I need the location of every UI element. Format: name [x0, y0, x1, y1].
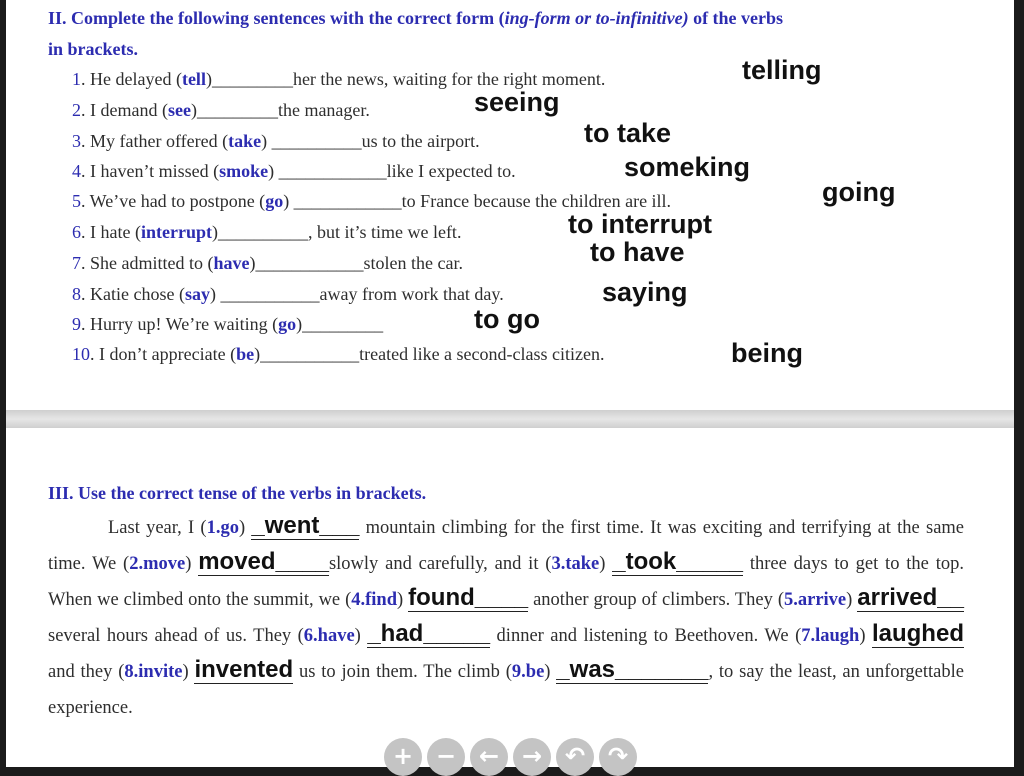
para-text: ): [182, 662, 195, 682]
para-text: ): [238, 518, 252, 538]
para-text: mountain climbing for the first time. It was exciting and terrifying at the same time. We (: [48, 518, 965, 574]
item-number: 9: [72, 314, 81, 334]
page-separator: [6, 410, 1014, 428]
para-text: , to say the least, an unforgettable experience.: [48, 662, 964, 718]
rotate-left-button[interactable]: ↶: [556, 738, 594, 776]
item-verb: smoke: [219, 161, 269, 181]
item-number: 2: [72, 100, 81, 120]
item-verb: say: [184, 284, 210, 304]
verb-7: 7.laugh: [801, 626, 860, 646]
verb-2: 2.move: [129, 554, 186, 574]
next-arrow-button[interactable]: →: [513, 738, 551, 776]
handwritten-answer-1: telling: [742, 55, 822, 85]
item-text: )___________treated like a second-class citizen.: [254, 344, 605, 364]
verb-9: 9.be: [511, 662, 545, 682]
zoom-in-button[interactable]: +: [384, 738, 422, 776]
exercise-item-10: [72, 343, 605, 365]
item-text: . I don’t appreciate (: [90, 344, 237, 364]
para-text: Last year, I (: [108, 518, 207, 538]
item-text: )____________stolen the car.: [249, 253, 463, 273]
item-text: ) __________us to the airport.: [261, 131, 480, 151]
item-text: . He delayed (: [81, 69, 182, 89]
para-text: several hours ahead of us. They (: [48, 626, 304, 646]
para-text: ): [397, 590, 409, 610]
para-text: us to join them. The climb (: [293, 662, 512, 682]
exercise-item-7: [72, 252, 463, 274]
item-verb: see: [167, 100, 191, 120]
verb-3: 3.take: [551, 554, 600, 574]
verb-6: 6.have: [303, 626, 355, 646]
handwritten-answer-7: to have: [590, 237, 685, 267]
answer-6: _had_____: [367, 620, 491, 647]
item-number: 8: [72, 284, 81, 304]
answer-1: _went___: [251, 512, 360, 539]
item-verb: go: [265, 191, 284, 211]
exercise-item-8: [72, 283, 504, 305]
handwritten-answer-6: to interrupt: [568, 209, 712, 239]
item-text: . I hate (: [81, 222, 141, 242]
item-verb: tell: [181, 69, 206, 89]
verb-8: 8.invite: [124, 662, 183, 682]
para-text: ): [544, 662, 557, 682]
handwritten-answer-10: being: [731, 338, 803, 368]
handwritten-answer-2: seeing: [474, 87, 560, 117]
para-text: another group of climbers. They (: [528, 590, 784, 610]
para-text: and they (: [48, 662, 125, 682]
item-number: 5: [72, 191, 81, 211]
item-verb: go: [278, 314, 297, 334]
item-text: . We’ve had to postpone (: [81, 191, 266, 211]
exercise-item-6: [72, 221, 461, 243]
heading-text: II. Complete the following sentences with the correct form (: [48, 8, 505, 28]
handwritten-answer-4: someking: [624, 152, 751, 182]
verb-5: 5.arrive: [783, 590, 847, 610]
exercise-item-4: [72, 160, 516, 182]
item-verb: be: [236, 344, 255, 364]
para-text: ): [846, 590, 858, 610]
item-text: . She admitted to (: [81, 253, 214, 273]
item-verb: take: [228, 131, 262, 151]
item-text: . My father offered (: [81, 131, 229, 151]
item-text: )_________her the news, waiting for the right moment.: [205, 69, 606, 89]
para-text: ): [354, 626, 368, 646]
answer-8: invented: [194, 656, 294, 683]
item-text: )_________: [296, 314, 384, 334]
handwritten-answer-8: saying: [602, 277, 688, 307]
right-edge: [1014, 0, 1024, 767]
heading-italic: ing-form or to-infinitive): [504, 8, 689, 28]
item-text: . I demand (: [81, 100, 168, 120]
section-3-paragraph: [48, 510, 964, 726]
prev-arrow-button[interactable]: ←: [470, 738, 508, 776]
handwritten-answer-5: going: [822, 177, 896, 207]
heading-text-end: of the verbs: [688, 8, 784, 28]
section-3-heading: III. Use the correct tense of the verbs in brackets.: [48, 483, 427, 503]
handwritten-answer-9: to go: [474, 304, 540, 334]
item-text: ) ___________away from work that day.: [209, 284, 504, 304]
worksheet-page-1: [6, 0, 1014, 410]
answer-4: found____: [408, 584, 529, 611]
handwritten-answer-3: to take: [584, 118, 672, 148]
para-text: ): [859, 626, 872, 646]
item-number: 7: [72, 253, 81, 273]
item-text: . I haven’t missed (: [81, 161, 220, 181]
item-text: . Katie chose (: [81, 284, 185, 304]
item-number: 3: [72, 131, 81, 151]
answer-5: arrived__: [857, 584, 964, 611]
verb-4: 4.find: [351, 590, 398, 610]
answer-9: _was_______: [556, 656, 709, 683]
exercise-item-9: [72, 313, 383, 335]
worksheet-page-2: [6, 428, 1014, 767]
answer-2: moved____: [198, 548, 329, 575]
item-number: 6: [72, 222, 81, 242]
para-text: ): [185, 554, 199, 574]
item-text: . Hurry up! We’re waiting (: [81, 314, 279, 334]
item-verb: interrupt: [140, 222, 212, 242]
para-text: slowly and carefully, and it (: [328, 554, 552, 574]
section-2-heading-line2: in brackets.: [48, 39, 138, 59]
item-number: 10: [72, 344, 90, 364]
viewer-controls: [384, 738, 644, 770]
para-text: three days to get to the top. When we climbed onto the summit, we (: [48, 554, 964, 610]
para-text: dinner and listening to Beethoven. We (: [490, 626, 802, 646]
section-2-heading: [48, 3, 783, 33]
item-number: 1: [72, 69, 81, 89]
verb-1: 1.go: [206, 518, 239, 538]
item-text: ) ____________to France because the children are ill.: [283, 191, 672, 211]
exercise-item-2: [72, 99, 370, 121]
item-text: )_________the manager.: [190, 100, 370, 120]
item-text: )__________, but it’s time we left.: [211, 222, 462, 242]
item-verb: have: [213, 253, 250, 273]
rotate-right-button[interactable]: ↷: [599, 738, 637, 776]
zoom-out-button[interactable]: −: [427, 738, 465, 776]
answer-7: laughed: [871, 620, 964, 647]
item-number: 4: [72, 161, 81, 181]
para-text: ): [599, 554, 613, 574]
item-text: ) ____________like I expected to.: [268, 161, 516, 181]
answer-3: _took_____: [612, 548, 744, 575]
exercise-item-3: [72, 130, 480, 152]
